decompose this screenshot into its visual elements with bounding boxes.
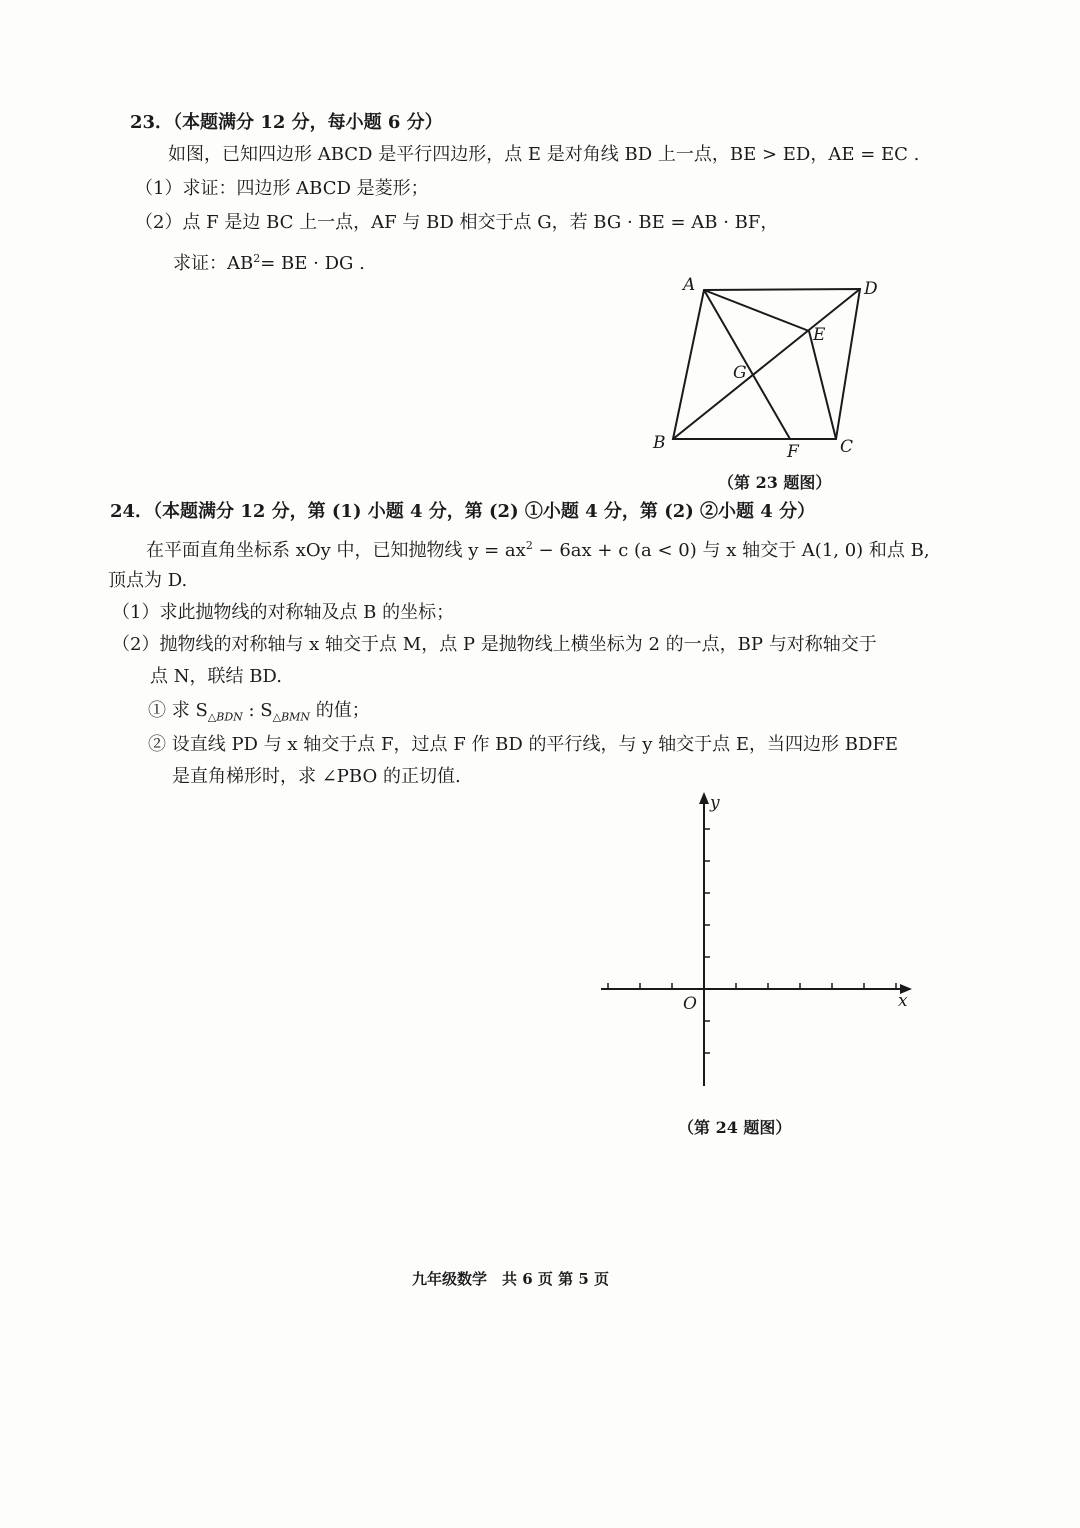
label-a: A [683, 275, 696, 295]
label-c: C [840, 437, 854, 457]
q23-prove-suffix: = BE · DG . [260, 253, 365, 274]
q23-stem: 如图，已知四边形 ABCD 是平行四边形，点 E 是对角线 BD 上一点，BE > ED，AE = EC . [168, 144, 920, 165]
q24-sub1-sub2: △BMN [272, 710, 311, 724]
axis-ticks [608, 829, 896, 1053]
q24-sub1-a: ① 求 S [148, 700, 208, 721]
q24-sub1-mid: : S [242, 700, 273, 721]
label-g: G [733, 363, 747, 383]
q24-header: 24．（本题满分 12 分，第 (1) 小题 4 分，第 (2) ①小题 4 分，第 (2) ②小题 4 分） [110, 501, 816, 522]
q24-sub1-b: 的值； [310, 700, 370, 721]
q24-sub2-line1: ② 设直线 PD 与 x 轴交于点 F，过点 F 作 BD 的平行线，与 y 轴交于点 E，当四边形 BDFE [148, 734, 899, 755]
x-axis-label: x [898, 991, 908, 1011]
q23-part1: （1）求证：四边形 ABCD 是菱形； [135, 178, 429, 199]
q23-part2: （2）点 F 是边 BC 上一点，AF 与 BD 相交于点 G，若 BG · BE = AB · BF， [135, 212, 779, 233]
q24-stem1-b: − 6ax + c (a < 0) 与 x 轴交于 A(1, 0) 和点 B, [532, 540, 930, 561]
origin-label: O [683, 994, 697, 1014]
page-footer: 九年级数学 共 6 页 第 5 页 [412, 1270, 609, 1288]
q23-caption: （第 23 题图） [718, 473, 832, 492]
label-b: B [653, 433, 666, 453]
q23-header: 23．（本题满分 12 分，每小题 6 分） [130, 112, 443, 133]
q24-part2-line1: （2）抛物线的对称轴与 x 轴交于点 M，点 P 是抛物线上横坐标为 2 的一点，BP 与对称轴交于 [112, 634, 877, 655]
label-f: F [787, 442, 799, 462]
q24-sub1-sub1: △BDN [207, 710, 243, 724]
q24-part1: （1）求此抛物线的对称轴及点 B 的坐标； [112, 602, 455, 623]
q24-sub2-line2: 是直角梯形时，求 ∠PBO 的正切值. [172, 766, 461, 787]
q24-stem2: 顶点为 D. [108, 570, 188, 591]
y-axis-label: y [710, 793, 720, 813]
q24-part2-line2: 点 N，联结 BD. [150, 666, 282, 687]
label-e: E [813, 325, 826, 345]
q23-prove-exp: 2 [253, 252, 261, 265]
q24-stem1-a: 在平面直角坐标系 xOy 中，已知抛物线 y = ax [146, 540, 526, 561]
q24-stem1-exp: 2 [525, 539, 533, 552]
q24-caption: （第 24 题图） [678, 1118, 792, 1137]
q23-prove-prefix: 求证：AB [173, 253, 254, 274]
label-d: D [864, 279, 878, 299]
